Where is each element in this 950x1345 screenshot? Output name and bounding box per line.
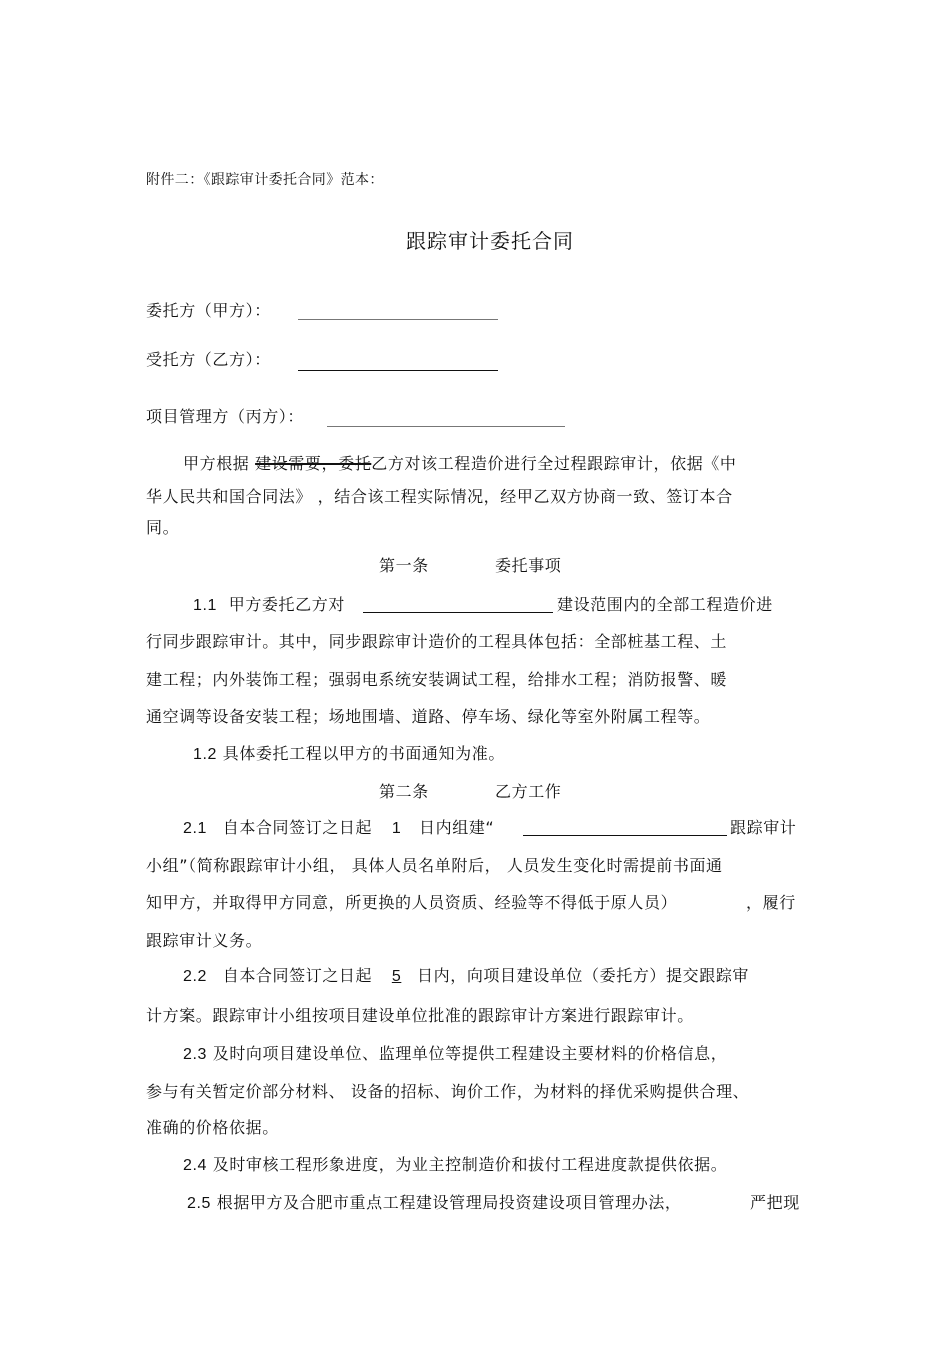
clause-2-2-line-2: 计方案。跟踪审计小组按项目建设单位批准的跟踪审计方案进行跟踪审计。 [146, 1006, 694, 1025]
clause-number: 2.5 [187, 1195, 212, 1212]
clause-2-2-line-1 [183, 966, 749, 987]
intro-text: 乙方对该工程造价进行全过程跟踪审计，依据《中 [371, 454, 737, 473]
clause-2-1-line-1 [183, 818, 494, 839]
party-c-blank [327, 426, 565, 427]
clause-2-1-line-1-tail: 跟踪审计 [730, 818, 797, 837]
clause-text: 及时审核工程形象进度，为业主控制造价和拔付工程进度款提供依据。 [212, 1155, 728, 1174]
party-b-row [146, 350, 271, 370]
clause-2-3-line-2: 参与有关暂定价部分材料、 设备的招标、询价工作，为材料的择优采购提供合理、 [146, 1082, 750, 1101]
clause-text: 及时向项目建设单位、监理单位等提供工程建设主要材料的价格信息， [212, 1044, 728, 1063]
clause-1-1-line-3: 建工程；内外装饰工程；强弱电系统安装调试工程，给排水工程；消防报警、暖 [146, 670, 728, 689]
clause-text: 日内，向项目建设单位（委托方）提交跟踪审 [417, 966, 750, 985]
clause-1-1-line-1-tail: 建设范围内的全部工程造价进 [557, 595, 773, 614]
article-2-number: 第二条 [379, 782, 429, 801]
article-2-title: 乙方工作 [495, 782, 562, 801]
party-a-row [146, 301, 271, 321]
clause-number: 2.4 [183, 1157, 208, 1174]
clause-number: 1.1 [193, 597, 218, 614]
clause-2-1-line-3 [146, 893, 677, 913]
clause-2-1-line-3-tail: ，履行 [746, 893, 796, 912]
clause-text: 根据甲方及合肥市重点工程建设管理局投资建设项目管理办法， [216, 1193, 682, 1212]
clause-2-1-line-4: 跟踪审计义务。 [146, 931, 263, 950]
clause-1-1-line-2: 行同步跟踪审计。其中，同步跟踪审计造价的工程具体包括：全部桩基工程、土 [146, 632, 728, 651]
clause-1-1-line-1 [193, 595, 345, 616]
clause-2-3-line-3: 准确的价格依据。 [146, 1118, 279, 1137]
party-a-blank [298, 319, 498, 320]
intro-line-1 [183, 454, 737, 474]
party-b-blank [298, 370, 498, 371]
clause-number: 2.1 [183, 820, 208, 837]
clause-text: 日内组建“ [419, 818, 495, 837]
clause-2-4 [183, 1155, 727, 1176]
attachment-label: 附件二：《跟踪审计委托合同》范本： [146, 172, 384, 188]
clause-1-1-blank [363, 612, 553, 613]
clause-text: 自本合同签订之日起 [222, 966, 373, 985]
clause-2-1-line-2: 小组”（简称跟踪审计小组， 具体人员名单附后， 人员发生变化时需提前书面通 [146, 856, 723, 875]
clause-text: 甲方委托乙方对 [228, 595, 345, 614]
document-title: 跟踪审计委托合同 [406, 229, 574, 253]
article-1-number: 第一条 [379, 556, 429, 575]
clause-2-3-line-1 [183, 1044, 727, 1065]
intro-strikethrough: 建设需要，委托 [255, 454, 372, 473]
clause-number: 1.2 [193, 746, 218, 763]
clause-2-1-blank [523, 835, 727, 836]
clause-2-5-line-1-tail: 严把现 [750, 1193, 800, 1212]
party-c-label: 项目管理方（丙方）： [146, 407, 305, 426]
clause-1-2 [193, 744, 505, 765]
clause-number: 2.3 [183, 1046, 208, 1063]
days-value: 5 [391, 968, 402, 985]
clause-2-5-line-1 [187, 1193, 682, 1214]
party-a-label: 委托方（甲方）： [146, 301, 271, 320]
intro-line-3: 同。 [146, 518, 180, 537]
clause-1-1-line-4: 通空调等设备安装工程；场地围墙、道路、停车场、绿化等室外附属工程等。 [146, 707, 711, 726]
intro-line-2: 华人民共和国合同法》 ，结合该工程实际情况，经甲乙双方协商一致、签订本合 [146, 487, 733, 506]
clause-text: 具体委托工程以甲方的书面通知为准。 [222, 744, 505, 763]
clause-number: 2.2 [183, 968, 208, 985]
intro-text: 甲方根据 [183, 454, 250, 473]
party-c-row [146, 407, 304, 427]
days-value: 1 [391, 820, 402, 837]
clause-text: 自本合同签订之日起 [222, 818, 373, 837]
clause-text: 知甲方，并取得甲方同意，所更换的人员资质、经验等不得低于原人员） [146, 893, 678, 912]
party-b-label: 受托方（乙方）： [146, 350, 271, 369]
article-1-title: 委托事项 [495, 556, 562, 575]
